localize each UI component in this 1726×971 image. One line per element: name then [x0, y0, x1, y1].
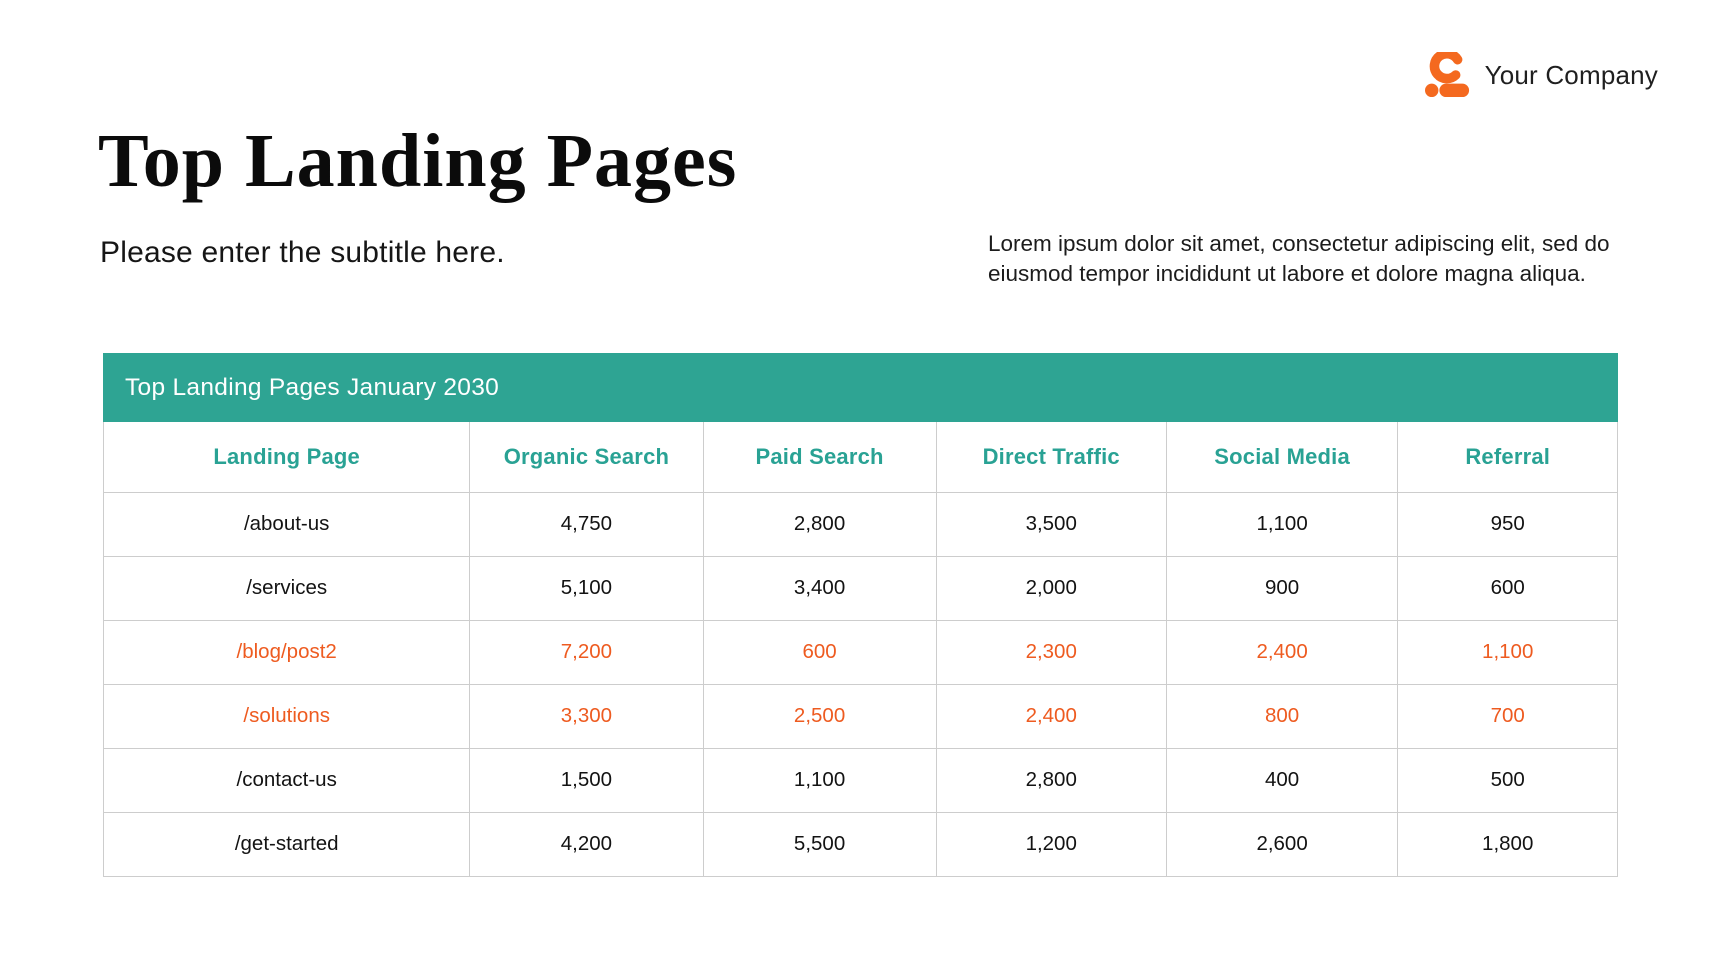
metric-cell: 950 — [1398, 492, 1618, 556]
table-row — [104, 748, 1618, 812]
metric-cell: 1,800 — [1398, 812, 1618, 876]
metric-cell: 2,300 — [936, 620, 1166, 684]
company-name: Your Company — [1484, 59, 1658, 90]
table-row — [104, 812, 1618, 876]
company-logo-icon — [1425, 52, 1471, 98]
table-caption: Top Landing Pages January 2030 — [103, 353, 1618, 422]
metric-cell: 900 — [1166, 556, 1398, 620]
column-header-organic-search: Organic Search — [470, 422, 703, 492]
metric-cell: 800 — [1166, 684, 1398, 748]
metric-cell: 1,100 — [1166, 492, 1398, 556]
metric-cell: 4,750 — [470, 492, 703, 556]
metric-cell: 600 — [703, 620, 936, 684]
metric-cell: 2,400 — [1166, 620, 1398, 684]
metric-cell: 2,600 — [1166, 812, 1398, 876]
metric-cell: 1,200 — [936, 812, 1166, 876]
column-header-referral: Referral — [1398, 422, 1618, 492]
metric-cell: 1,500 — [470, 748, 703, 812]
column-header-landing-page: Landing Page — [104, 422, 470, 492]
table-row — [104, 556, 1618, 620]
landing-page-cell: /about-us — [104, 492, 470, 556]
landing-page-cell: /services — [104, 556, 470, 620]
metric-cell: 500 — [1398, 748, 1618, 812]
metric-cell: 5,500 — [703, 812, 936, 876]
metric-cell: 5,100 — [470, 556, 703, 620]
column-header-social-media: Social Media — [1166, 422, 1398, 492]
landing-pages-data-grid — [103, 422, 1618, 877]
landing-page-cell: /blog/post2 — [104, 620, 470, 684]
metric-cell: 3,300 — [470, 684, 703, 748]
metric-cell: 700 — [1398, 684, 1618, 748]
metric-cell: 1,100 — [1398, 620, 1618, 684]
metric-cell: 2,400 — [936, 684, 1166, 748]
metric-cell: 1,100 — [703, 748, 936, 812]
table-row — [104, 620, 1618, 684]
metric-cell: 7,200 — [470, 620, 703, 684]
metric-cell: 3,400 — [703, 556, 936, 620]
column-header-direct-traffic: Direct Traffic — [936, 422, 1166, 492]
metric-cell: 2,000 — [936, 556, 1166, 620]
brand-logo — [1425, 52, 1658, 98]
metric-cell: 3,500 — [936, 492, 1166, 556]
column-header-paid-search: Paid Search — [703, 422, 936, 492]
table-row — [104, 492, 1618, 556]
metric-cell: 4,200 — [470, 812, 703, 876]
table-header-row — [104, 422, 1618, 492]
metric-cell: 2,500 — [703, 684, 936, 748]
page-title: Top Landing Pages — [98, 119, 738, 203]
metric-cell: 2,800 — [936, 748, 1166, 812]
table-row — [104, 684, 1618, 748]
landing-page-cell: /contact-us — [104, 748, 470, 812]
page-subtitle: Please enter the subtitle here. — [100, 236, 505, 269]
landing-pages-table — [103, 353, 1618, 877]
metric-cell: 400 — [1166, 748, 1398, 812]
metric-cell: 600 — [1398, 556, 1618, 620]
page-description: Lorem ipsum dolor sit amet, consectetur adipiscing elit, sed do eiusmod tempor incididunt ut labore et dolore magna aliqua. — [988, 231, 1610, 286]
landing-page-cell: /solutions — [104, 684, 470, 748]
landing-page-cell: /get-started — [104, 812, 470, 876]
metric-cell: 2,800 — [703, 492, 936, 556]
table-body — [104, 492, 1618, 876]
